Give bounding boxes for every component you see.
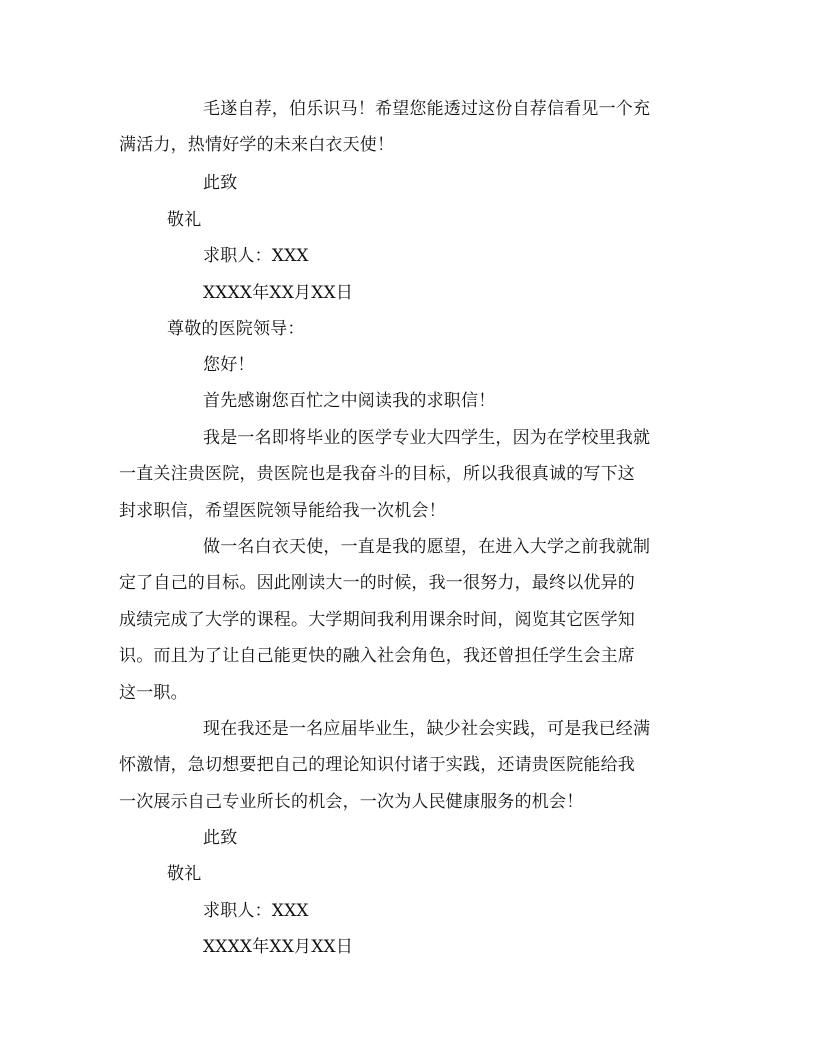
letter2-salute: 敬礼 [167,864,202,884]
letter2-paragraph-line: 识。而且为了让自己能更快的融入社会角色，我还曾担任学生会主席 [119,646,635,666]
letter2-paragraph-line: 成绩完成了大学的课程。大学期间我利用课余时间，阅览其它医学知 [119,610,635,630]
letter2-paragraph-line: 我是一名即将毕业的医学专业大四学生，因为在学校里我就 [203,428,651,448]
letter2-paragraph-line: 定了自己的目标。因此刚读大一的时候，我一很努力，最终以优异的 [119,573,635,593]
letter2-paragraph-line: 怀激情，急切想要把自己的理论知识付诸于实践，还请贵医院能给我 [119,755,635,775]
letter1-date: XXXX年XX月XX日 [203,283,354,303]
letter2-paragraph-line: 封求职信，希望医院领导能给我一次机会！ [119,501,446,521]
letter2-date: XXXX年XX月XX日 [203,937,354,957]
letter1-paragraph-line: 满活力，热情好学的未来白衣天使！ [119,135,395,155]
letter1-signature: 求职人：XXX [203,246,309,266]
letter2-signature: 求职人：XXX [203,901,309,921]
letter2-paragraph-line: 做一名白衣天使，一直是我的愿望，在进入大学之前我就制 [203,537,651,557]
letter1-salute: 敬礼 [167,210,202,230]
letter2-greeting: 尊敬的医院领导： [167,319,305,339]
letter2-paragraph-line: 这一职。 [119,683,188,703]
letter1-paragraph-line: 毛遂自荐，伯乐识马！希望您能透过这份自荐信看见一个充 [203,99,651,119]
letter2-paragraph-line: 首先感谢您百忙之中阅读我的求职信！ [203,391,496,411]
letter1-closing: 此致 [203,173,238,193]
letter2-hello: 您好！ [203,355,255,375]
letter2-paragraph-line: 一直关注贵医院，贵医院也是我奋斗的目标，所以我很真诚的写下这 [119,464,635,484]
letter2-paragraph-line: 一次展示自己专业所长的机会，一次为人民健康服务的机会！ [119,792,584,812]
letter2-closing: 此致 [203,828,238,848]
letter2-paragraph-line: 现在我还是一名应届毕业生，缺少社会实践，可是我已经满 [203,719,651,739]
